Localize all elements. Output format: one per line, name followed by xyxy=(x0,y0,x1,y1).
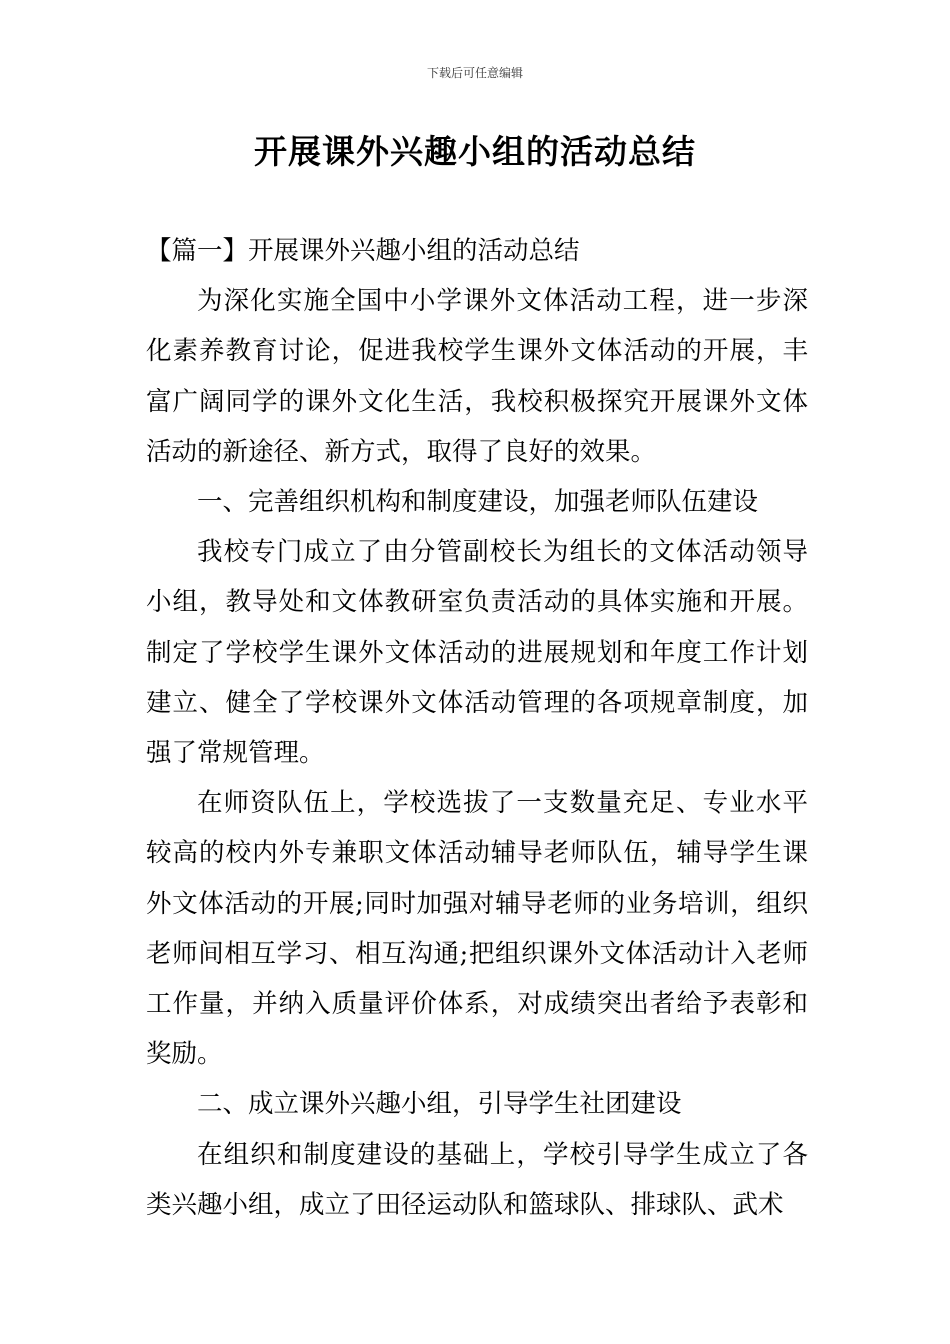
paragraph-heading-1: 一、完善组织机构和制度建设，加强老师队伍建设 xyxy=(197,487,759,518)
paragraph-teachers: 在师资队伍上，学校选拔了一支数量充足、专业水平较高的校内外专兼职文体活动辅导老师队伍，辅导学生课外文体活动的开展;同时加强对辅导老师的业务培训，组织老师间相互学习、相互沟通;把组织课外文体活动计入老师工作量，并纳入质量评价体系，对成绩突出者给予表彰和奖励。 xyxy=(146,788,808,1070)
document-body xyxy=(146,226,808,1230)
page-header-note: 下载后可任意编辑 xyxy=(426,66,523,80)
document-title: 开展课外兴趣小组的活动总结 xyxy=(254,132,696,171)
section-heading: 【篇一】开展课外兴趣小组的活动总结 xyxy=(146,236,580,266)
paragraph-heading-2: 二、成立课外兴趣小组，引导学生社团建设 xyxy=(197,1089,682,1120)
paragraph-intro: 为深化实施全国中小学课外文体活动工程，进一步深化素养教育讨论，促进我校学生课外文体活动的开展，丰富广阔同学的课外文化生活，我校积极探究开展课外文体活动的新途径、新方式，取得了良好的效果。 xyxy=(146,286,808,467)
paragraph-organization: 我校专门成立了由分管副校长为组长的文体活动领导小组，教导处和文体教研室负责活动的具体实施和开展。制定了学校学生课外文体活动的进展规划和年度工作计划建立、健全了学校课外文体活动管理的各项规章制度，加强了常规管理。 xyxy=(146,537,808,769)
paragraph-groups: 在组织和制度建设的基础上，学校引导学生成立了各类兴趣小组，成立了田径运动队和篮球队、排球队、武术 xyxy=(146,1139,808,1220)
